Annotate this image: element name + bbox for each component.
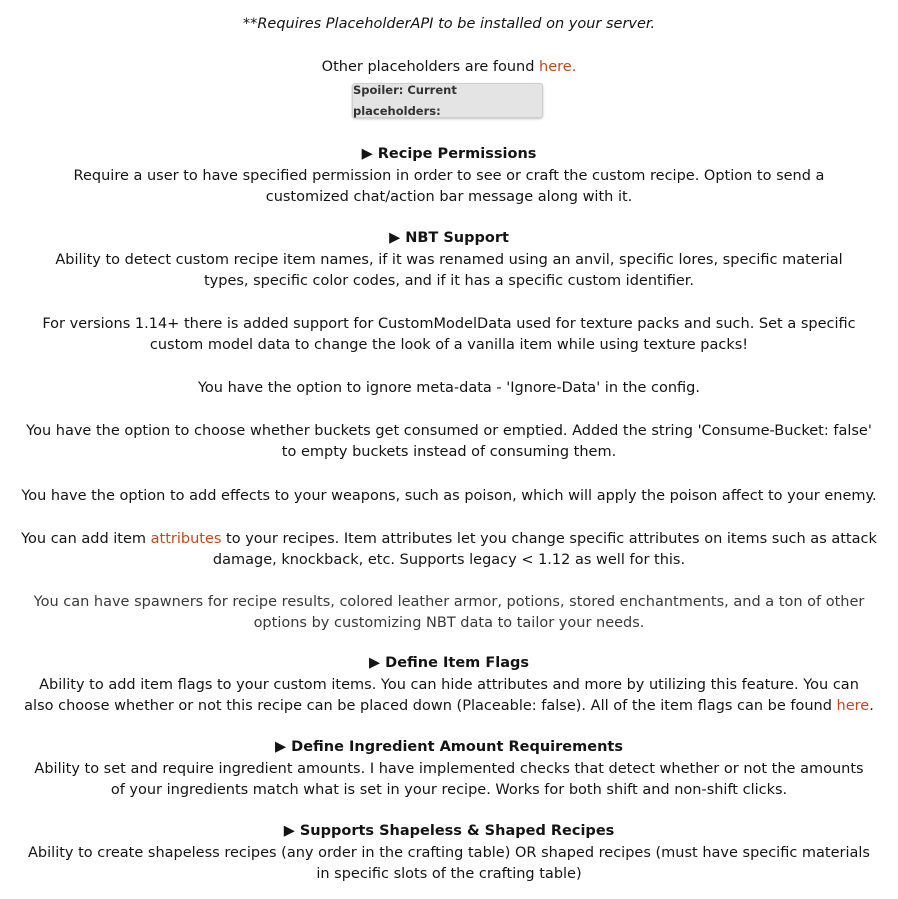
attributes-text-suffix: to your recipes. Item attributes let you change specific attributes on items such as attack damage, knockback, etc. Supports legacy < 1.12 as well for this.	[212, 531, 877, 568]
attributes-link[interactable]: attributes	[150, 531, 222, 547]
ingredient-amounts-body: Ability to set and require ingredient amounts. I have implemented checks that detect whether or not the amounts of your ingredients match what is set in your recipe. Works for both shift and non-shift clicks.	[34, 761, 864, 798]
nbt-support-heading	[0, 228, 898, 249]
other-placeholders-text: Other placeholders are found	[321, 59, 540, 75]
recipe-permissions-body: Require a user to have specified permission in order to see or craft the custom recipe. Option to send a customized chat/action bar message along with it.	[73, 168, 825, 205]
item-flags-title: Define Item Flags	[385, 655, 529, 671]
triangle-right-icon: ▶	[389, 230, 401, 246]
nbt-support-title: NBT Support	[405, 230, 509, 246]
spoiler-button[interactable]: Spoiler: Current placeholders:	[352, 83, 543, 118]
triangle-right-icon: ▶	[361, 146, 373, 162]
shapeless-shaped-title: Supports Shapeless & Shaped Recipes	[299, 823, 615, 839]
recipe-permissions-heading	[0, 144, 898, 165]
recipe-permissions-title: Recipe Permissions	[377, 146, 537, 162]
placeholders-here-link[interactable]: here.	[539, 59, 577, 75]
shapeless-shaped-heading	[0, 821, 898, 842]
triangle-right-icon: ▶	[369, 655, 381, 671]
item-flags-body	[0, 675, 898, 717]
ingredient-amounts-title: Define Ingredient Amount Requirements	[291, 739, 623, 755]
nbt-paragraph-ignore-data: You have the option to ignore meta-data - 'Ignore-Data' in the config.	[198, 380, 700, 396]
requires-note: **Requires PlaceholderAPI to be installed on your server.	[242, 16, 656, 32]
item-flags-text-suffix: .	[869, 698, 874, 714]
nbt-paragraph-spawners: You can have spawners for recipe results, colored leather armor, potions, stored enchantments, and a ton of other options by customizing NBT data to tailor your needs.	[33, 594, 865, 631]
nbt-paragraph-attributes	[0, 529, 898, 571]
item-flags-here-link[interactable]: here	[836, 698, 870, 714]
triangle-right-icon: ▶	[275, 739, 287, 755]
nbt-paragraph-names: Ability to detect custom recipe item names, if it was renamed using an anvil, specific lores, specific material types, specific color codes, and if it has a specific custom identifier.	[55, 252, 843, 289]
item-flags-heading	[0, 653, 898, 674]
ingredient-amounts-heading	[0, 737, 898, 758]
triangle-right-icon: ▶	[283, 823, 295, 839]
attributes-text-prefix: You can add item	[21, 531, 151, 547]
shapeless-shaped-body: Ability to create shapeless recipes (any order in the crafting table) OR shaped recipes (must have specific materials in specific slots of the crafting table)	[28, 845, 870, 882]
nbt-paragraph-custom-model-data: For versions 1.14+ there is added support for CustomModelData used for texture packs and such. Set a specific custom model data to change the look of a vanilla item while using texture packs!	[42, 316, 856, 353]
item-flags-text-prefix: Ability to add item flags to your custom items. You can hide attributes and more by utilizing this feature. You can also choose whether or not this recipe can be placed down (Placeable: false). All of the item flags can be found	[24, 677, 859, 714]
other-placeholders-line	[0, 57, 898, 78]
nbt-paragraph-buckets: You have the option to choose whether buckets get consumed or emptied. Added the string 'Consume-Bucket: false' to empty buckets instead of consuming them.	[26, 423, 872, 460]
nbt-paragraph-effects: You have the option to add effects to your weapons, such as poison, which will apply the poison affect to your enemy.	[21, 488, 877, 504]
